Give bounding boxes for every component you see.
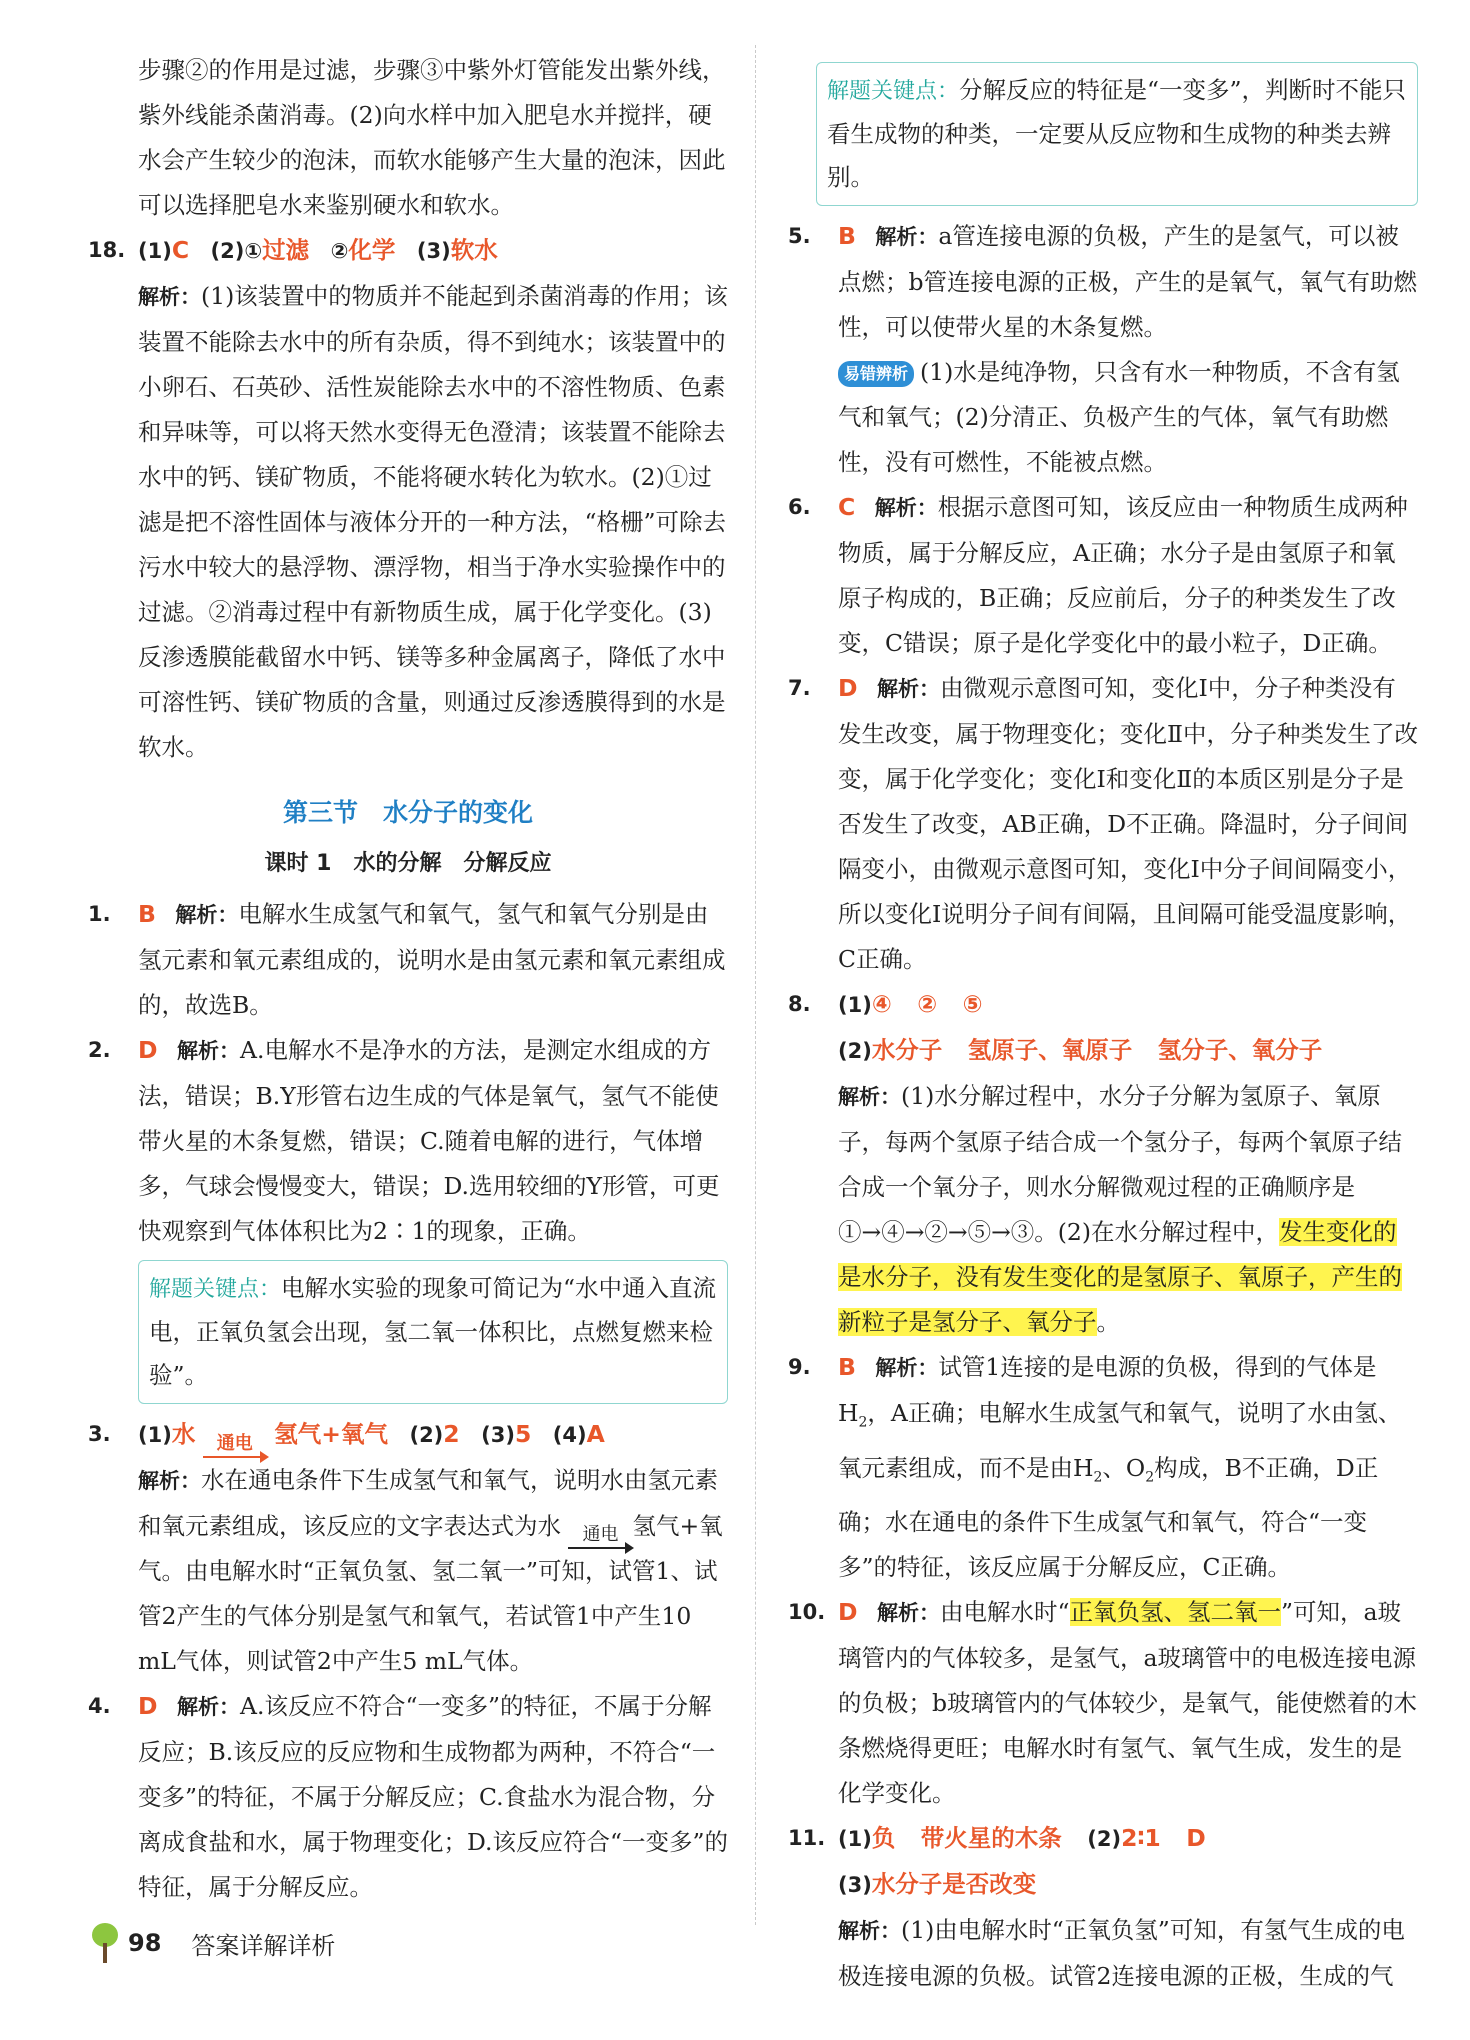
right-column (788, 62, 1418, 1999)
left-column (88, 48, 728, 1910)
analysis-text: 由微观示意图可知，变化Ⅰ中，分子种类没有发生改变，属于物理变化；变化Ⅱ中，分子种类发生了改变，属于化学变化；变化Ⅰ和变化Ⅱ的本质区别是分子是否发生了改变，AB正确，D不正确。降温时，分子间间隔变小，由微观示意图可知，变化Ⅰ中分子间间隔变小，所以变化Ⅰ说明分子间有间隔，且间隔可能受温度影响，C正确。 (838, 674, 1418, 973)
question-6 (788, 485, 1418, 666)
question-5 (788, 214, 1418, 350)
common-mistake-note (788, 350, 1418, 485)
paragraph-continued: 步骤②的作用是过滤，步骤③中紫外灯管能发出紫外线，紫外线能杀菌消毒。(2)向水样中加入肥皂水并搅拌，硬水会产生较少的泡沫，而软水能够产生大量的泡沫，因此可以选择肥皂水来鉴别硬水和软水。 (138, 56, 726, 219)
tree-icon (88, 1923, 122, 1963)
page-number: 98 (128, 1929, 162, 1957)
answer: C (171, 236, 190, 264)
mistake-tag: 易错辨析 (838, 361, 914, 387)
answer: C (838, 493, 856, 521)
analysis-label: 解析： (175, 903, 239, 927)
answer: B (838, 222, 856, 250)
reaction-arrow: 通电 (203, 1434, 267, 1458)
analysis-text: a管连接电源的负极，产生的是氢气，可以被点燃；b管连接电源的正极，产生的是氧气，氧气有助燃性，可以使带火星的木条复燃。 (838, 222, 1418, 341)
question-number: 11. (788, 1826, 826, 1851)
analysis-label: 解析： (874, 496, 938, 520)
question-1 (88, 892, 728, 1028)
highlighted-text: 发生变化的是水分子，没有发生变化的是氢原子、氧原子，产生的新粒子是氢分子、氧分子 (838, 1218, 1402, 1336)
question-number: 10. (788, 1600, 826, 1625)
question-number: 5. (788, 224, 811, 248)
question-9: 9. B 解析：试管1连接的是电源的负极，得到的气体是$H_2$，A正确；电解水生成氢气和氧气，说明了水由氢、氧元素组成，而不是由$H_2$、$O_2$构成，B不正确，D正确；水在通电的条件下生成氢气和氧气，符合“一变多”的特征，该反应属于分解反应，C正确。 (788, 1345, 1418, 1590)
analysis-text: (1)该装置中的物质并不能起到杀菌消毒的作用；该装置不能除去水中的所有杂质，得不到纯水；该装置中的小卵石、石英砂、活性炭能除去水中的不溶性物质、色素和异味等，可以将天然水变得无色澄清；该装置不能除去水中的钙、镁矿物质，不能将硬水转化为软水。(2)①过滤是把不溶性固体与液体分开的一种方法，“格栅”可除去污水中较大的悬浮物、漂浮物，相当于净水实验操作中的过滤。②消毒过程中有新物质生成，属于化学变化。(3)反渗透膜能截留水中钙、镁等多种金属离子，降低了水中可溶性钙、镁矿物质的含量，则通过反渗透膜得到的水是软水。 (138, 282, 728, 761)
footer-title: 答案详解详析 (191, 1931, 336, 1960)
question-11: 11. (1)负 带火星的木条 (2)2∶1 D (3)水分子是否改变 解析：(1)由电解水时“正氧负氢”可知，有氢气生成的电极连接电源的负极。试管2连接电源的正极，生成的气 (788, 1816, 1418, 1999)
key-point-box (138, 1260, 728, 1404)
analysis-label: 解析： (877, 677, 940, 701)
question-number: 2. (88, 1038, 111, 1062)
answer: B (838, 1353, 856, 1381)
analysis-label: 解析： (838, 1919, 901, 1944)
answer: 过滤 (262, 236, 310, 264)
question-number: 7. (788, 676, 811, 700)
key-point-box (816, 62, 1418, 206)
key-point-label: 解题关键点： (149, 1277, 282, 1302)
question-10: 10. D 解析：由电解水时“正氧负氢、氢二氧一”可知，a玻璃管内的气体较多，是氢气，a玻璃管中的电极连接电源的负极；b玻璃管内的气体较少，是氧气，能使燃着的木条燃烧得更旺；电解水时有氢气、氧气生成，发生的是化学变化。 (788, 1590, 1418, 1816)
answer: D (138, 1692, 158, 1720)
question-8: 8. (1)④ ② ⑤ (2)水分子 氢原子、氧原子 氢分子、氧分子 解析：(1)水分解过程中，水分子分解为氢原子、氧原子，每两个氢原子结合成一个氢分子，每两个氧原子结合成一个氧分子，则水分解微观过程的正确顺序是①→④→②→⑤→③。(2)在水分解过程中，发生变化的是水分子，没有发生变化的是氢原子、氧原子，产生的新粒子是氢分子、氧分子。 (788, 982, 1418, 1345)
key-point-text: 分解反应的特征是“一变多”，判断时不能只看生成物的种类，一定要从反应物和生成物的种类去辨别。 (827, 76, 1407, 191)
column-divider (755, 45, 756, 1925)
question-number: 8. (788, 992, 811, 1016)
question-2 (88, 1028, 728, 1254)
analysis-label: 解析： (875, 225, 939, 249)
analysis-label: 解析： (875, 1356, 939, 1380)
analysis-text: 电解水生成氢气和氧气，氢气和氧气分别是由氢元素和氧元素组成的，说明水是由氢元素和氧元素组成的，故选B。 (138, 900, 726, 1019)
highlighted-text: 正氧负氢、氢二氧一 (1069, 1598, 1282, 1627)
analysis-text: A.电解水不是净水的方法，是测定水组成的方法，错误；B.Y形管右边生成的气体是氧气，氢气不能使带火星的木条复燃，错误；C.随着电解的进行，气体增多，气球会慢慢变大，错误；D.选用较细的Y形管，可更快观察到气体体积比为2∶1的现象，正确。 (138, 1036, 720, 1245)
analysis-label: 解析： (138, 1469, 201, 1493)
question-number: 4. (88, 1694, 111, 1718)
analysis-label: 解析： (877, 1601, 940, 1626)
answer: 软水 (450, 236, 498, 264)
answer: B (138, 900, 156, 928)
key-point-text: 电解水实验的现象可简记为“水中通入直流电，正氧负氢会出现，氢二氧一体积比，点燃复燃来检验”。 (149, 1274, 717, 1389)
analysis-label: 解析： (138, 285, 201, 309)
analysis-text: 根据示意图可知，该反应由一种物质生成两种物质，属于分解反应，A正确；水分子是由氢原子和氧原子构成的，B正确；反应前后，分子的种类发生了改变，C错误；原子是化学变化中的最小粒子，D正确。 (838, 493, 1408, 657)
analysis-label: 解析： (177, 1695, 240, 1719)
section-title: 第三节 水分子的变化 (282, 798, 533, 827)
question-number: 6. (788, 495, 811, 519)
question-number: 9. (788, 1355, 811, 1379)
question-7 (788, 666, 1418, 982)
answer: D (138, 1036, 158, 1064)
question-number: 18. (88, 238, 126, 262)
analysis-label: 解析： (838, 1085, 901, 1109)
answer: D (838, 1598, 858, 1627)
analysis-label: 解析： (177, 1039, 240, 1063)
mistake-text: (1)水是纯净物，只含有水一种物质，不含有氢气和氧气；(2)分清正、负极产生的气体，氧气有助燃性，没有可燃性，不能被点燃。 (838, 358, 1400, 476)
page-footer (88, 1918, 335, 1968)
question-number: 1. (88, 902, 111, 926)
key-point-label: 解题关键点： (827, 79, 960, 104)
question-18: 18. (1)C (2)①过滤 ②化学 (3)软水 解析：(1)该装置中的物质并不能起到杀菌消毒的作用；该装置不能除去水中的所有杂质，得不到纯水；该装置中的小卵石、石英砂、活性炭能除去水中的不溶性物质、色素和异味等，可以将天然水变得无色澄清；该装置不能除去水中的钙、镁矿物质，不能将硬水转化为软水。(2)①过滤是把不溶性固体与液体分开的一种方法，“格栅”可除去污水中较大的悬浮物、漂浮物，相当于净水实验操作中的过滤。②消毒过程中有新物质生成，属于化学变化。(3)反渗透膜能截留水中钙、镁等多种金属离子，降低了水中可溶性钙、镁矿物质的含量，则通过反渗透膜得到的水是软水。 (88, 228, 728, 770)
analysis-text: A.该反应不符合“一变多”的特征，不属于分解反应；B.该反应的反应物和生成物都为两种，不符合“一变多”的特征，不属于分解反应；C.食盐水为混合物，分离成食盐和水，属于物理变化；D.该反应符合“一变多”的特征，属于分解反应。 (138, 1692, 729, 1901)
question-3: 3. (1)水 通电 氢气+氧气 (2)2 (3)5 (4)A 解析：水在通电条件下生成氢气和氧气，说明水由氢元素和氧元素组成，该反应的文字表达式为水 通电 氢气+氧气。由电解水时“正氧负氢、氢二氧一”可知，试管1、试管2产生的气体分别是氢气和氧气，若试管1中产生10 mL气体，则试管2中产生5 mL气体。 (88, 1412, 728, 1684)
question-4 (88, 1684, 728, 1910)
reaction-arrow: 通电 (568, 1525, 632, 1549)
answer: D (838, 674, 858, 702)
lesson-title: 课时 1 水的分解 分解反应 (264, 851, 552, 876)
question-number: 3. (88, 1422, 111, 1446)
answer: 化学 (348, 236, 396, 264)
